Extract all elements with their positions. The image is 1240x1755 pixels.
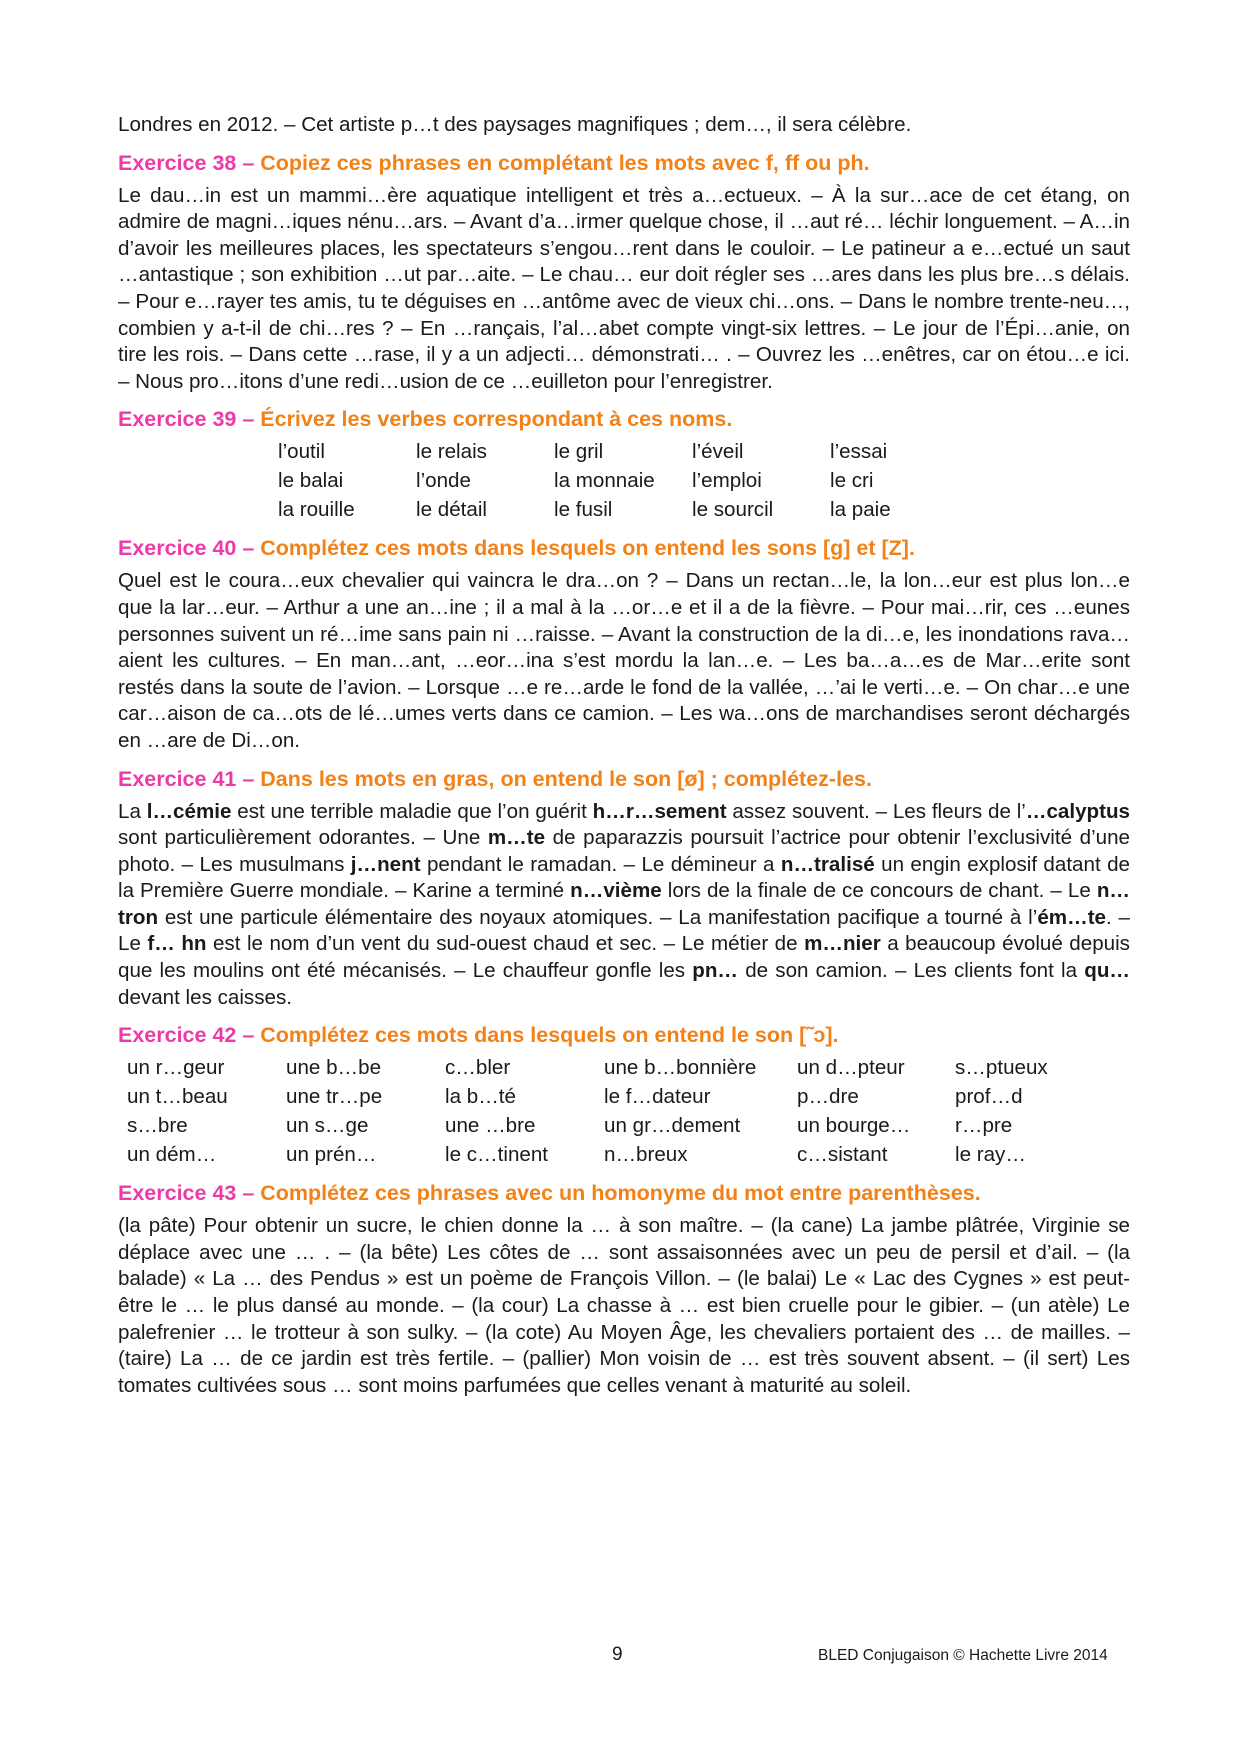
word: le sourcil (692, 498, 774, 522)
exercise-instruction: Copiez ces phrases en complétant les mots avec f, ff ou ph. (260, 150, 870, 175)
exercise-number: Exercice 39 – (118, 407, 261, 432)
word: un d…pteur (797, 1056, 905, 1080)
exercise-39 (118, 405, 1130, 524)
page-content (118, 112, 1130, 1399)
word: un t…beau (127, 1085, 228, 1109)
word: une b…be (286, 1056, 382, 1080)
word: une …bre (445, 1114, 536, 1138)
word: le fusil (554, 498, 613, 522)
text-segment: un engin explosif datant de la Première Guerre mondiale. – Karine a terminé (118, 852, 1130, 903)
text-segment: est une terrible maladie que l’on guérit (231, 799, 593, 823)
word: le détail (416, 498, 487, 522)
text-segment: est une particule élémentaire des noyaux atomiques. – La manifestation pacifique a tourné à l’ (158, 905, 1038, 929)
bold-word: j…nent (350, 852, 421, 876)
text-segment: La (118, 799, 147, 823)
exercise-instruction: Complétez ces phrases avec un homonyme du mot entre parenthèses. (260, 1181, 981, 1206)
word: un s…ge (286, 1114, 369, 1138)
exercise-text: (la pâte) Pour obtenir un sucre, le chien donne la … à son maître. – (la cane) La jambe plâtrée, Virginie se déplace avec une … . – (la bête) Les côtes de … sont assaisonnées avec un peu de persil et d’ail. – (la balade) « La … des Pendus » est un poème de François Villon. – (le balai) Le « Lac des Cygnes » est peut-être le … le plus dansé au monde. – (la cour) La chasse à … est bien cruelle pour le gibier. – (un atèle) Le palefrenier … le trotteur à son sulky. – (la cote) Au Moyen Âge, les chevaliers portaient des … de mailles. – (taire) La … de ce jardin est très fertile. – (pallier) Mon voisin de … est très souvent absent. – (il sert) Les tomates cultivées sous … sont moins parfumées que celles venant à maturité au soleil. (118, 1214, 1130, 1397)
exercise-number: Exercice 43 – (118, 1181, 261, 1206)
word: une b…bonnière (604, 1056, 757, 1080)
exercise-heading (118, 405, 1130, 433)
exercise-40 (118, 534, 1130, 754)
text-segment: est le nom d’un vent du sud-ouest chaud et sec. – Le métier de (206, 932, 805, 956)
word: le ray… (955, 1143, 1026, 1167)
word: l’onde (416, 469, 471, 493)
word: un r…geur (127, 1056, 225, 1080)
word: la rouille (278, 498, 355, 522)
bold-word: qu… (1084, 959, 1130, 983)
word: le balai (278, 469, 344, 493)
exercise-heading (118, 149, 1130, 177)
word: le relais (416, 440, 487, 464)
exercise-heading (118, 534, 1130, 562)
bold-word: pn… (692, 959, 739, 983)
word: un dém… (127, 1143, 217, 1167)
exercise-number: Exercice 42 – (118, 1023, 261, 1048)
word: la monnaie (554, 469, 655, 493)
bold-word: h…r…sement (592, 799, 727, 823)
page-number: 9 (612, 1644, 623, 1665)
word: l’outil (278, 440, 325, 464)
word: la paie (830, 498, 891, 522)
word: l’emploi (692, 469, 762, 493)
word: r…pre (955, 1114, 1013, 1138)
text-segment: de son camion. – Les clients font la (738, 959, 1085, 983)
bold-word: f… hn (147, 932, 207, 956)
bold-word: m…te (487, 826, 546, 850)
word: le gril (554, 440, 604, 464)
word: un bourge… (797, 1114, 911, 1138)
word: l’éveil (692, 440, 744, 464)
bold-word: m…nier (804, 932, 881, 956)
exercise-text: Le dau…in est un mammi…ère aquatique intelligent et très a…ectueux. – À la sur…ace de cet étang, on admire de magni…iques nénu…ars. – Avant d’a…irmer quelque chose, il …aut ré… léchir longuement. – A…in d’avoir les meilleures places, les spectateurs s’engou…rent dans le couloir. – Le patineur a e…ectué un saut …antastique ; son exhibition …ut par…aite. – Le chau… eur doit régler ses …ares dans les plus bre…s délais. – Pour e…rayer tes amis, tu te déguises en …antôme avec de vieux chi…ons. – Dans le nombre trente-neu…, combien y a-t-il de chi…res ? – En …rançais, l’al…abet compte vingt-six lettres. – Le jour de l’Épi…anie, on tire les rois. – Dans cette …rase, il y a un adjecti… démonstrati… . – Ouvrez les …enêtres, car on étou…e ici. – Nous pro…itons d’une redi…usion de ce …euilleton pour l’enregistrer. (118, 183, 1130, 393)
word: un gr…dement (604, 1114, 741, 1138)
exercise-heading (118, 1179, 1130, 1207)
word: le c…tinent (445, 1143, 549, 1167)
exercise-instruction: Complétez ces mots dans lesquels on entend le son [˜ɔ]. (260, 1023, 839, 1048)
exercise-text (118, 799, 1130, 1012)
word: une tr…pe (286, 1085, 383, 1109)
word-grid (127, 1053, 1130, 1169)
word: s…ptueux (955, 1056, 1048, 1080)
bold-word: n…tralisé (780, 852, 875, 876)
text-segment: a beaucoup évolué depuis que les moulins ont été mécanisés. – Le chauffeur gonfle les (118, 932, 1130, 983)
text-segment: pendant le ramadan. – Le démineur a (420, 852, 781, 876)
exercise-instruction: Écrivez les verbes correspondant à ces noms. (260, 407, 733, 432)
bold-word: ém…te (1037, 905, 1107, 929)
text-segment: lors de la finale de ce concours de chant. – Le (661, 879, 1097, 903)
exercise-heading (118, 1021, 1130, 1049)
word: l’essai (830, 440, 888, 464)
word: p…dre (797, 1085, 859, 1109)
exercise-41 (118, 765, 1130, 1012)
word: le f…dateur (604, 1085, 711, 1109)
bold-word: …calyptus (1025, 799, 1130, 823)
bold-word: l…cémie (146, 799, 232, 823)
intro-text: Londres en 2012. – Cet artiste p…t des paysages magnifiques ; dem…, il sera célèbre. (118, 113, 912, 136)
word: c…bler (445, 1056, 511, 1080)
exercise-43 (118, 1179, 1130, 1399)
text-segment: sont particulièrement odorantes. – Une (118, 826, 488, 850)
exercise-number: Exercice 40 – (118, 536, 261, 561)
text-segment: . – Le (118, 905, 1130, 956)
text-segment: assez souvent. – Les fleurs de l’ (726, 799, 1026, 823)
exercise-number: Exercice 41 – (118, 766, 261, 791)
word-grid (278, 437, 1130, 524)
word: prof…d (955, 1085, 1023, 1109)
exercise-number: Exercice 38 – (118, 150, 261, 175)
word: n…breux (604, 1143, 688, 1167)
word: un prén… (286, 1143, 377, 1167)
word: le cri (830, 469, 874, 493)
exercise-instruction: Dans les mots en gras, on entend le son [ø] ; complétez-les. (260, 766, 872, 791)
word: s…bre (127, 1114, 188, 1138)
word: c…sistant (797, 1143, 888, 1167)
word: la b…té (445, 1085, 516, 1109)
bold-word: n…tron (118, 879, 1130, 929)
exercise-42 (118, 1021, 1130, 1169)
text-segment: de paparazzis poursuit l’actrice pour obtenir l’exclusivité d’une photo. – Les musulmans (118, 826, 1130, 876)
bold-word: n…vième (570, 879, 662, 903)
exercise-text: Quel est le coura…eux chevalier qui vaincra le dra…on ? – Dans un rectan…le, la lon…eur est plus lon…e que la lar…eur. – Arthur a une an…ine ; il a mal à la …or…e et il a de la fièvre. – Pour mai…rir, ces …eunes personnes suivent un ré…ime sans pain ni …raisse. – Avant la construction de la di…e, les inondations rava…aient les cultures. – En man…ant, …eor…ina s’est mordu la lan…e. – Les ba…a…es de Mar…erite sont restés dans la soute de l’avion. – Lorsque …e re…arde le fond de la vallée, …’ai le verti…e. – On char…e une car…aison de ca…ots de lé…umes verts dans ce camion. – Les wa…ons de marchandises seront déchargés en …are de Di…on. (118, 569, 1130, 752)
exercise-38 (118, 149, 1130, 396)
text-segment: devant les caisses. (118, 985, 292, 1009)
exercise-instruction: Complétez ces mots dans lesquels on entend les sons [g] et [Z]. (260, 536, 915, 561)
exercise-heading (118, 765, 1130, 793)
copyright-notice: BLED Conjugaison © Hachette Livre 2014 (818, 1647, 1108, 1664)
